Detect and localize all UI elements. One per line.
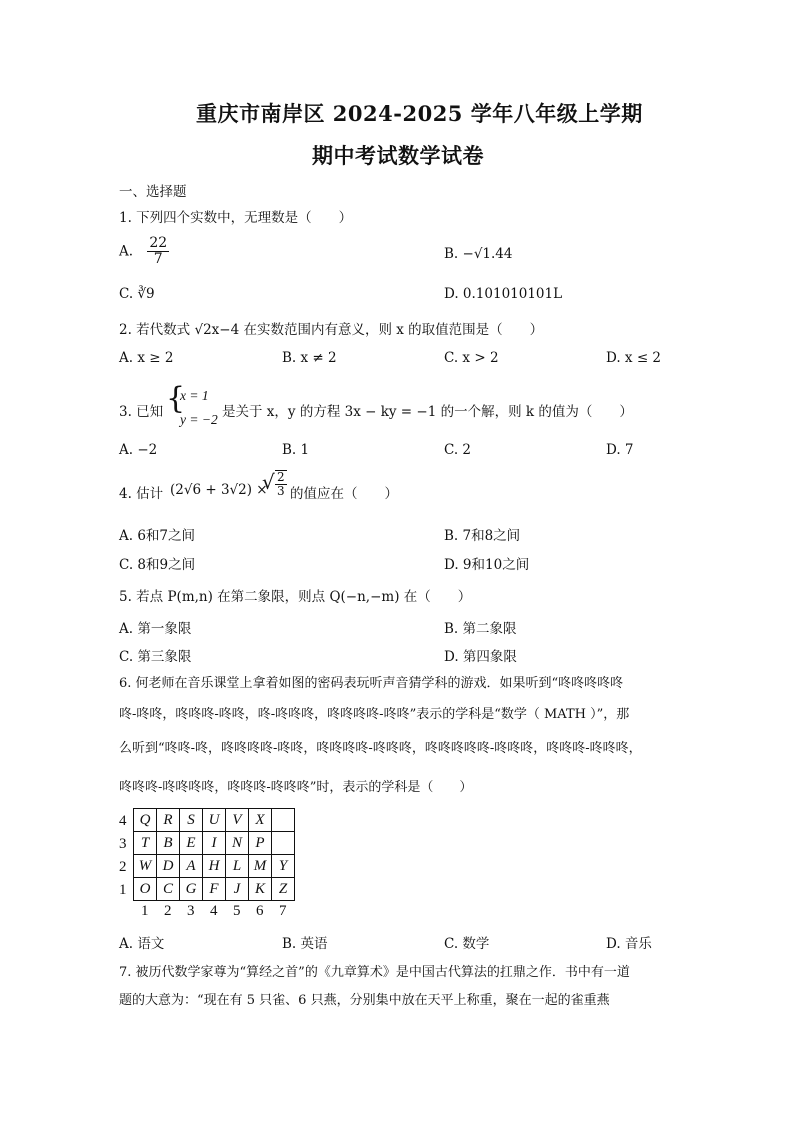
- q3-option-d: D. 7: [606, 442, 634, 458]
- q6-option-a: A. 语文: [119, 936, 165, 952]
- grid-cell: L: [226, 855, 249, 878]
- grid-cell: D: [157, 855, 180, 878]
- grid-col-label: 1: [141, 903, 149, 919]
- grid-row-label: 4: [119, 813, 127, 829]
- q4-radical-sign: √: [262, 470, 275, 494]
- grid-cell: J: [226, 878, 249, 901]
- grid-cell: P: [249, 832, 272, 855]
- q5-option-d: D. 第四象限: [444, 649, 517, 665]
- q6-line-1: 6. 何老师在音乐课堂上拿着如图的密码表玩听声音猜学科的游戏．如果听到“咚咚咚咚咚: [119, 676, 624, 691]
- grid-cell: F: [203, 878, 226, 901]
- title-line-1: 重庆市南岸区 2024-2025 学年八年级上学期: [196, 101, 643, 126]
- q3-option-c: C. 2: [444, 442, 472, 458]
- grid-cell: M: [249, 855, 272, 878]
- cipher-table: [133, 808, 295, 901]
- q1-option-d: D. 0.101010101L: [444, 286, 563, 302]
- grid-col-label: 2: [164, 903, 172, 919]
- q3-suffix: 是关于 x，y 的方程 3x − ky = −1 的一个解，则 k 的值为（ ）: [222, 404, 633, 420]
- grid-row-label: 1: [119, 882, 127, 898]
- grid-row-label: 3: [119, 836, 127, 852]
- q3-brace: {: [166, 381, 186, 416]
- q4-radical-fraction: [275, 470, 287, 498]
- q1-option-c: C. ∛9: [119, 286, 155, 302]
- q7-line-1: 7. 被历代数学家尊为“算经之首”的《九章算术》是中国古代算法的扛鼎之作．书中有一道: [119, 965, 630, 980]
- q4-rad-denominator: 3: [277, 484, 285, 499]
- grid-cell: W: [134, 855, 157, 878]
- grid-cell: O: [134, 878, 157, 901]
- q6-option-c: C. 数学: [444, 936, 490, 952]
- q1-a-fraction: [147, 236, 169, 268]
- q3-option-b: B. 1: [282, 442, 310, 458]
- q4-suffix: 的值应在（ ）: [290, 486, 398, 502]
- q4-option-a: A. 6和7之间: [119, 528, 196, 544]
- q1-a-numerator: 22: [149, 235, 168, 251]
- grid-cell: Z: [272, 878, 295, 901]
- grid-cell: N: [226, 832, 249, 855]
- grid-cell: C: [157, 878, 180, 901]
- grid-cell: I: [203, 832, 226, 855]
- q6-option-b: B. 英语: [282, 936, 328, 952]
- grid-cell: A: [180, 855, 203, 878]
- q6-line-4: 咚咚咚-咚咚咚咚，咚咚咚-咚咚咚”时，表示的学科是（ ）: [119, 780, 473, 795]
- grid-cell: H: [203, 855, 226, 878]
- grid-col-label: 4: [210, 903, 218, 919]
- q1-stem: 1. 下列四个实数中，无理数是（ ）: [119, 210, 353, 226]
- q2-option-b: B. x ≠ 2: [282, 350, 337, 366]
- grid-cell: [272, 832, 295, 855]
- q3-system-eq1: x = 1: [180, 388, 209, 403]
- grid-cell: T: [134, 832, 157, 855]
- grid-cell: X: [249, 809, 272, 832]
- section-heading: 一、选择题: [119, 184, 187, 200]
- grid-cell: [272, 809, 295, 832]
- grid-cell: K: [249, 878, 272, 901]
- grid-cell: U: [203, 809, 226, 832]
- q1-option-a: [119, 236, 169, 268]
- q3-system-eq2: y = −2: [180, 412, 218, 427]
- q3-prefix: 3. 已知: [119, 404, 164, 420]
- grid-cell: S: [180, 809, 203, 832]
- q4-rad-numerator: 2: [277, 470, 285, 484]
- grid-cell: Q: [134, 809, 157, 832]
- grid-cell: G: [180, 878, 203, 901]
- title-line-2: 期中考试数学试卷: [312, 143, 484, 168]
- q6-line-2: 咚-咚咚，咚咚咚-咚咚，咚-咚咚咚，咚咚咚咚-咚咚”表示的学科是“数学（ MATH ）”，那: [119, 707, 630, 722]
- q2-stem: 2. 若代数式 √2x−4 在实数范围内有意义，则 x 的取值范围是（ ）: [119, 322, 544, 338]
- grid-cell: E: [180, 832, 203, 855]
- grid-col-label: 3: [187, 903, 195, 919]
- q2-option-d: D. x ≤ 2: [606, 350, 662, 366]
- q5-stem: 5. 若点 P(m,n) 在第二象限，则点 Q(−n,−m) 在（ ）: [119, 589, 472, 605]
- q2-option-a: A. x ≥ 2: [119, 350, 174, 366]
- grid-col-label: 7: [279, 903, 287, 919]
- q4-option-c: C. 8和9之间: [119, 557, 196, 573]
- q4-option-b: B. 7和8之间: [444, 528, 521, 544]
- q3-option-a: A. −2: [119, 442, 158, 458]
- grid-col-label: 5: [233, 903, 241, 919]
- cipher-table-wrap: [133, 808, 295, 901]
- grid-row-label: 2: [119, 859, 127, 875]
- q5-option-a: A. 第一象限: [119, 621, 192, 637]
- grid-cell: V: [226, 809, 249, 832]
- q1-a-label: A.: [119, 243, 134, 260]
- q5-option-c: C. 第三象限: [119, 649, 192, 665]
- grid-col-label: 6: [256, 903, 264, 919]
- q5-option-b: B. 第二象限: [444, 621, 517, 637]
- q4-expression: (2√6 + 3√2) ×: [170, 482, 268, 498]
- q6-option-d: D. 音乐: [606, 936, 652, 952]
- q1-a-denominator: 7: [153, 251, 163, 268]
- grid-cell: Y: [272, 855, 295, 878]
- q4-prefix: 4. 估计: [119, 486, 164, 502]
- grid-cell: R: [157, 809, 180, 832]
- grid-cell: B: [157, 832, 180, 855]
- q2-option-c: C. x > 2: [444, 350, 499, 366]
- q7-line-2: 题的大意为：“现在有 5 只雀、6 只燕，分别集中放在天平上称重，聚在一起的雀重燕: [119, 993, 610, 1008]
- q6-line-3: 么听到“咚咚-咚，咚咚咚咚-咚咚，咚咚咚咚-咚咚咚，咚咚咚咚咚-咚咚咚，咚咚咚-咚咚咚，: [119, 741, 642, 756]
- q1-option-b: B. −√1.44: [444, 246, 513, 262]
- q4-option-d: D. 9和10之间: [444, 557, 530, 573]
